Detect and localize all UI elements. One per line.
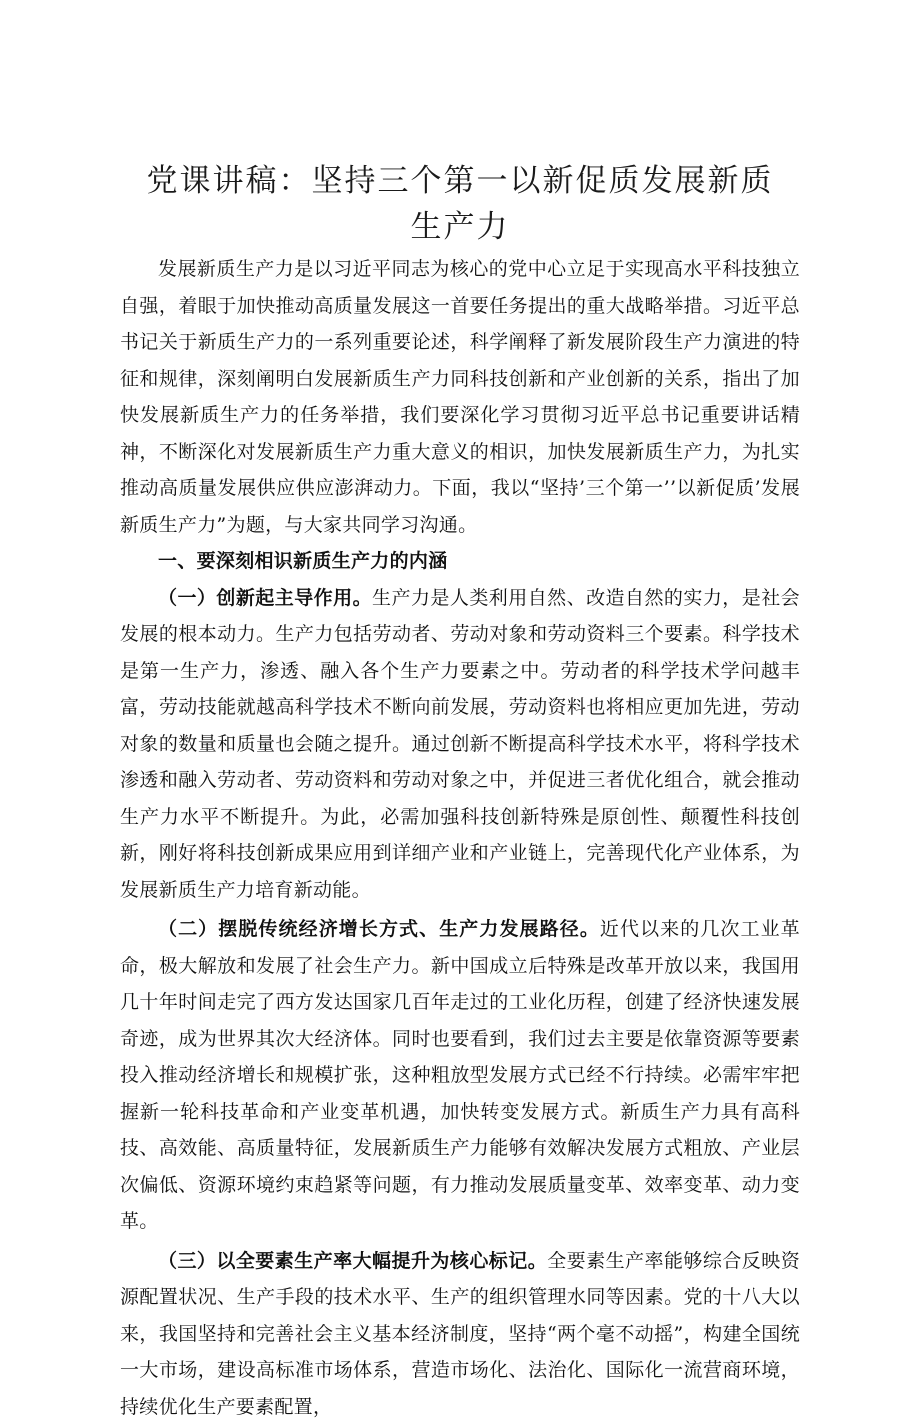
paragraph-1-lead: （一）创新起主导作用。 bbox=[158, 587, 372, 609]
paragraph-3-lead: （三）以全要素生产率大幅提升为核心标记。 bbox=[158, 1250, 547, 1272]
document-title bbox=[120, 158, 800, 250]
document-body bbox=[120, 251, 800, 1425]
paragraph-2 bbox=[120, 911, 800, 1240]
paragraph-2-body: 近代以来的几次工业革命，极大解放和发展了社会生产力。新中国成立后特殊是改革开放以来，我国用几十年时间走完了西方发达国家几百年走过的工业化历程，创建了经济快速发展奇迹，成为世界其次大经济体。同时也要看到，我们过去主要是依靠资源等要素投入推动经济增长和规模扩张，这种粗放型发展方式已经不行持续。必需牢牢把握新一轮科技革命和产业变革机遇，加快转变发展方式。新质生产力具有高科技、高效能、高质量特征，发展新质生产力能够有效解决发展方式粗放、产业层次偏低、资源环境约束趋紧等问题，有力推动发展质量变革、效率变革、动力变革。 bbox=[120, 918, 800, 1232]
title-line-2: 生产力 bbox=[411, 209, 510, 245]
paragraph-3 bbox=[120, 1243, 800, 1425]
paragraph-2-lead: （二）摆脱传统经济增长方式、生产力发展路径。 bbox=[158, 918, 600, 940]
paragraph-3-body: 全要素生产率能够综合反映资源配置状况、生产手段的技术水平、生产的组织管理水同等因素。党的十八大以来，我国坚持和完善社会主义基本经济制度，坚持“两个毫不动摇”，构建全国统一大市场，建设高标准市场体系，营造市场化、法治化、国际化一流营商环境，持续优化生产要素配置， bbox=[120, 1250, 800, 1418]
section-heading-1: 一、要深刻相识新质生产力的内涵 bbox=[120, 543, 800, 580]
paragraph-1-body: 生产力是人类利用自然、改造自然的实力，是社会发展的根本动力。生产力包括劳动者、劳动对象和劳动资料三个要素。科学技术是第一生产力，渗透、融入各个生产力要素之中。劳动者的科学技术学问越丰富，劳动技能就越高科学技术不断向前发展，劳动资料也将相应更加先进，劳动对象的数量和质量也会随之提升。通过创新不断提高科学技术水平，将科学技术渗透和融入劳动者、劳动资料和劳动对象之中，并促进三者优化组合，就会推动生产力水平不断提升。为此，必需加强科技创新特殊是原创性、颠覆性科技创新，刚好将科技创新成果应用到详细产业和产业链上，完善现代化产业体系，为发展新质生产力培育新动能。 bbox=[120, 587, 800, 901]
intro-paragraph: 发展新质生产力是以习近平同志为核心的党中心立足于实现高水平科技独立自强，着眼于加快推动高质量发展这一首要任务提出的重大战略举措。习近平总书记关于新质生产力的一系列重要论述，科学阐释了新发展阶段生产力演进的特征和规律，深刻阐明白发展新质生产力同科技创新和产业创新的关系，指出了加快发展新质生产力的任务举措，我们要深化学习贯彻习近平总书记重要讲话精神，不断深化对发展新质生产力重大意义的相识，加快发展新质生产力，为扎实推动高质量发展供应供应澎湃动力。下面，我以“坚持’三个第一’’以新促质’发展新质生产力”为题，与大家共同学习沟通。 bbox=[120, 251, 800, 543]
paragraph-1 bbox=[120, 580, 800, 909]
title-line-1: 党课讲稿：坚持三个第一以新促质发展新质 bbox=[147, 163, 774, 199]
